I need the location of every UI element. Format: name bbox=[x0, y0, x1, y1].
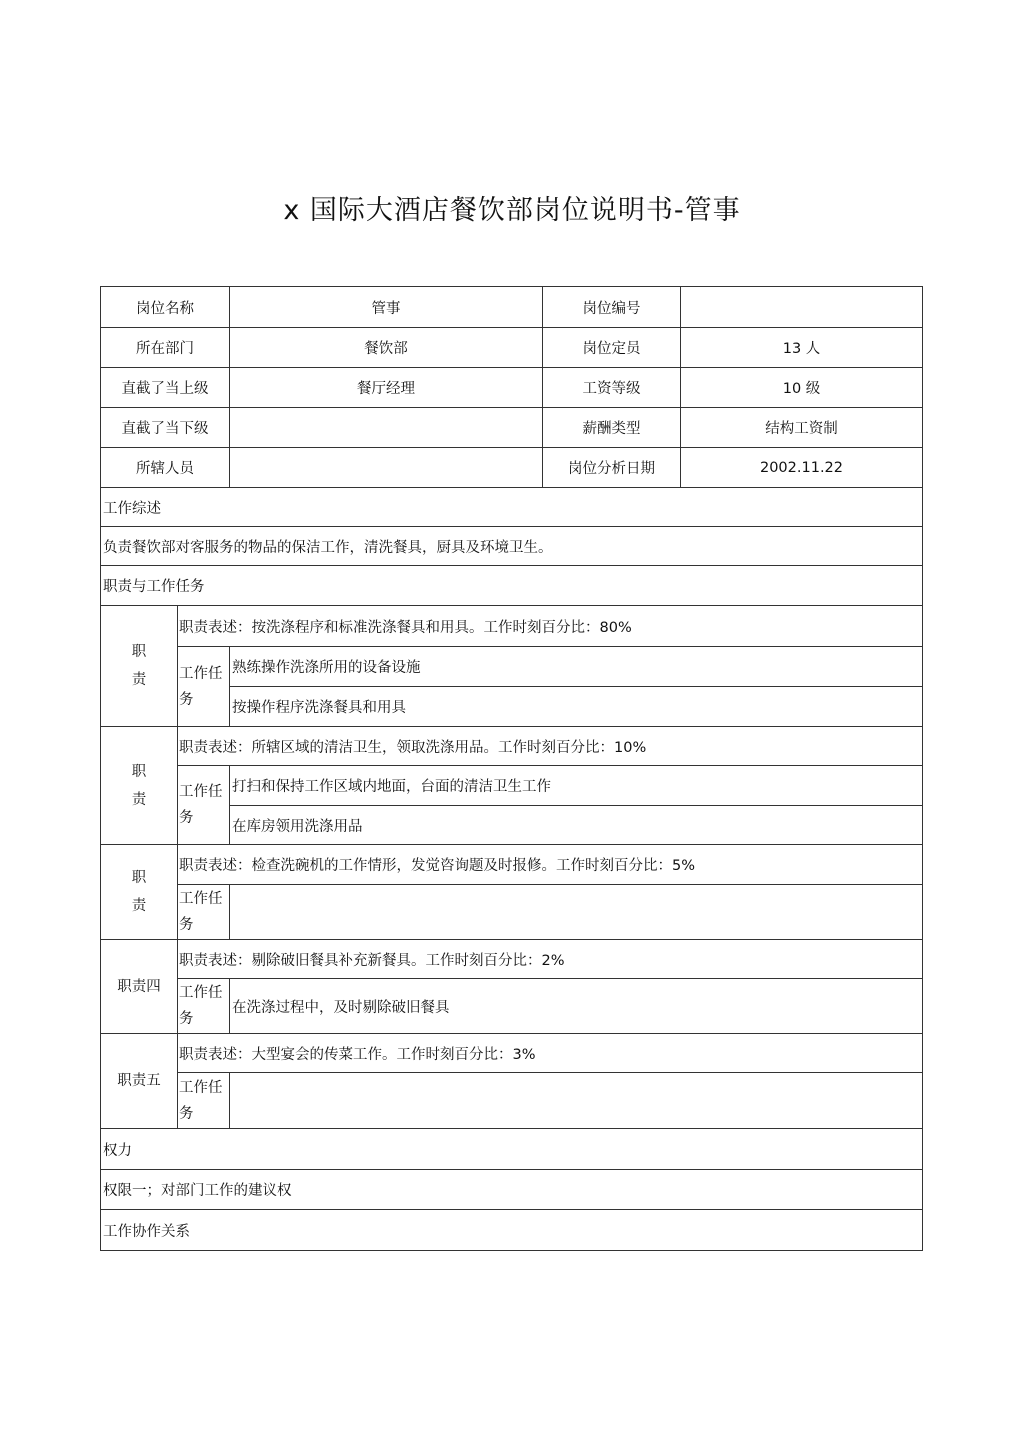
info-label: 岗位分析日期 bbox=[543, 448, 681, 488]
info-label: 直截了当上级 bbox=[101, 368, 230, 408]
task-item: 在库房领用洗涤用品 bbox=[230, 806, 923, 845]
task-item: 在洗涤过程中，及时剔除破旧餐具 bbox=[230, 979, 923, 1034]
info-label: 所辖人员 bbox=[101, 448, 230, 488]
task-label: 工作任 务 bbox=[178, 647, 230, 727]
info-value: 餐厅经理 bbox=[230, 368, 543, 408]
task-label: 工作任 务 bbox=[178, 979, 230, 1034]
cooperation-heading: 工作协作关系 bbox=[101, 1210, 923, 1251]
task-item: 打扫和保持工作区域内地面，台面的清洁卫生工作 bbox=[230, 766, 923, 806]
duty-description: 职责表述：大型宴会的传菜工作。工作时刻百分比：3% bbox=[178, 1034, 923, 1073]
info-row bbox=[101, 408, 923, 448]
task-item: 熟练操作洗涤所用的设备设施 bbox=[230, 647, 923, 687]
authority-text: 权限一；对部门工作的建议权 bbox=[101, 1170, 923, 1210]
authority-heading: 权力 bbox=[101, 1129, 923, 1170]
document-title: x 国际大酒店餐饮部岗位说明书-管事 bbox=[283, 195, 741, 226]
duty-row bbox=[101, 727, 923, 766]
info-row bbox=[101, 287, 923, 328]
info-value: 13 人 bbox=[681, 328, 923, 368]
info-label: 薪酬类型 bbox=[543, 408, 681, 448]
info-value: 2002.11.22 bbox=[681, 448, 923, 488]
task-label: 工作任 务 bbox=[178, 1073, 230, 1129]
duty-row bbox=[101, 606, 923, 647]
info-label: 工资等级 bbox=[543, 368, 681, 408]
duty-label: 职责四 bbox=[101, 940, 178, 1034]
duty-description: 职责表述：剔除破旧餐具补充新餐具。工作时刻百分比：2% bbox=[178, 940, 923, 979]
duty-description: 职责表述：按洗涤程序和标准洗涤餐具和用具。工作时刻百分比：80% bbox=[178, 606, 923, 647]
job-description-table bbox=[100, 286, 923, 1251]
info-row bbox=[101, 368, 923, 408]
summary-text: 负责餐饮部对客服务的物品的保洁工作，清洗餐具，厨具及环境卫生。 bbox=[101, 527, 923, 566]
duty-row bbox=[101, 845, 923, 885]
info-row bbox=[101, 328, 923, 368]
info-row bbox=[101, 448, 923, 488]
info-label: 直截了当下级 bbox=[101, 408, 230, 448]
info-value: 10 级 bbox=[681, 368, 923, 408]
duty-label: 职责五 bbox=[101, 1034, 178, 1129]
info-value bbox=[681, 287, 923, 328]
task-label: 工作任 务 bbox=[178, 766, 230, 845]
duty-description: 职责表述：检查洗碗机的工作情形，发觉咨询题及时报修。工作时刻百分比：5% bbox=[178, 845, 923, 885]
summary-heading: 工作综述 bbox=[101, 488, 923, 527]
task-item bbox=[230, 885, 923, 940]
info-value: 结构工资制 bbox=[681, 408, 923, 448]
duty-row bbox=[101, 1034, 923, 1073]
task-item: 按操作程序洗涤餐具和用具 bbox=[230, 687, 923, 727]
info-label: 岗位定员 bbox=[543, 328, 681, 368]
info-value: 管事 bbox=[230, 287, 543, 328]
info-label: 岗位编号 bbox=[543, 287, 681, 328]
info-value bbox=[230, 408, 543, 448]
duty-label: 职 责 bbox=[101, 727, 178, 845]
duties-heading: 职责与工作任务 bbox=[101, 566, 923, 606]
info-value bbox=[230, 448, 543, 488]
info-label: 所在部门 bbox=[101, 328, 230, 368]
duty-label: 职 责 bbox=[101, 606, 178, 727]
duty-row bbox=[101, 940, 923, 979]
info-value: 餐饮部 bbox=[230, 328, 543, 368]
duty-label: 职 责 bbox=[101, 845, 178, 940]
duty-description: 职责表述：所辖区域的清洁卫生，领取洗涤用品。工作时刻百分比：10% bbox=[178, 727, 923, 766]
task-item bbox=[230, 1073, 923, 1129]
info-label: 岗位名称 bbox=[101, 287, 230, 328]
task-label: 工作任 务 bbox=[178, 885, 230, 940]
